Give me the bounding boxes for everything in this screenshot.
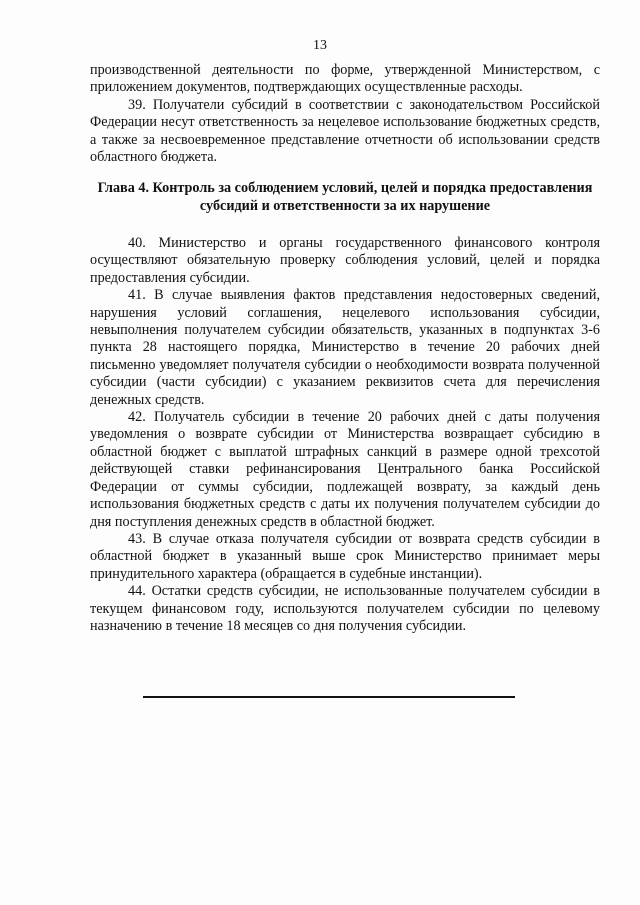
paragraph-44: 44. Остатки средств субсидии, не использованные получателем субсидии в текущем финансовом году, используются получателем субсидии по целевому назначению в течение 18 месяцев со дня получения субсидии. — [90, 583, 600, 634]
chapter-heading: Глава 4. Контроль за соблюдением условий, целей и порядка предоставления субсидий и ответственности за их нарушение — [97, 180, 593, 214]
end-divider-line — [143, 696, 515, 698]
paragraph-continuation: производственной деятельности по форме, утвержденной Министерством, с приложением документов, подтверждающих осуществленные расходы. — [90, 62, 600, 96]
paragraph-40: 40. Министерство и органы государственного финансового контроля осуществляют обязательную проверку соблюдения условий, целей и порядка предоставления субсидии. — [90, 235, 600, 286]
paragraph-41: 41. В случае выявления фактов представления недостоверных сведений, нарушения условий соглашения, нецелевого использования субсидии, невыполнения получателем субсидии обязательств, указанных в подпунктах 3-6 пункта 28 настоящего порядка, Министерство в течение 20 рабочих дней письменно уведомляет получателя субсидии о необходимости возврата полученной субсидии (части субсидии) с указанием реквизитов счета для перечисления денежных средств. — [90, 287, 600, 408]
paragraph-42: 42. Получатель субсидии в течение 20 рабочих дней с даты получения уведомления о возврате субсидии от Министерства возвращает субсидию в областной бюджет с выплатой штрафных санкций в размере одной трехсотой действующей ставки рефинансирования Центрального банка Российской Федерации от суммы субсидии, подлежащей возврату, за каждый день использования бюджетных средств с даты их получения получателем субсидии до дня поступления денежных средств в областной бюджет. — [90, 409, 600, 530]
paragraph-39: 39. Получатели субсидий в соответствии с законодательством Российской Федерации несут ответственность за нецелевое использование бюджетных средств, а также за несвоевременное представление отчетности об использовании средств областного бюджета. — [90, 96, 600, 166]
intro-text-block — [90, 62, 600, 166]
chapter-text-block — [90, 235, 600, 635]
paragraph-43: 43. В случае отказа получателя субсидии от возврата средств субсидии в областной бюджет в указанный выше срок Министерство принимает меры принудительного характера (обращается в судебные инстанции). — [90, 530, 600, 582]
page-number: 13 — [313, 38, 327, 53]
